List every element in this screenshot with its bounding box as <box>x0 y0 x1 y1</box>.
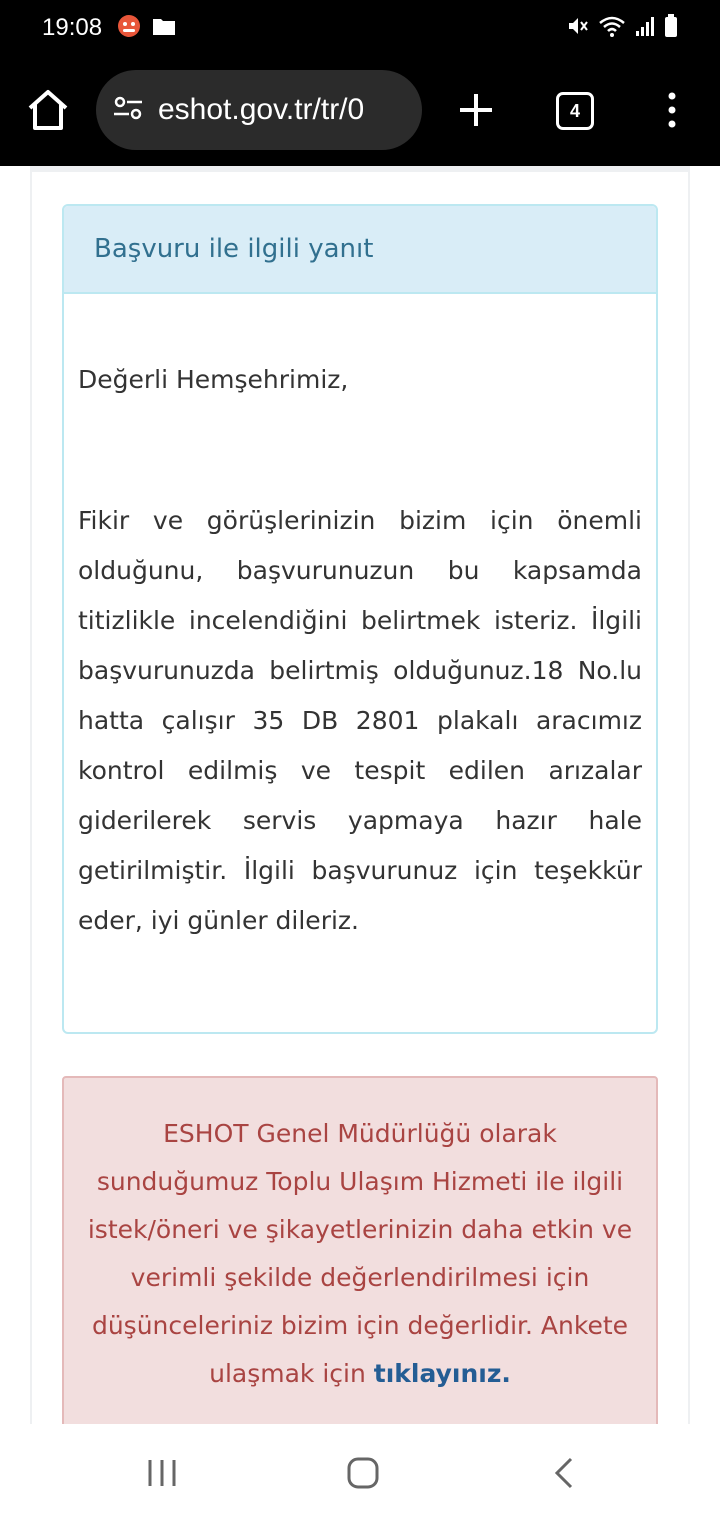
mute-icon <box>566 14 590 42</box>
response-panel <box>62 204 658 1034</box>
survey-alert <box>62 1076 658 1424</box>
back-button[interactable] <box>552 1456 576 1490</box>
response-text: Fikir ve görüşlerinizin bizim için önemli olduğunu, başvurunuzun bu kapsamda titizlikle incelendiğini belirtmek isteriz. İlgili başvurunuzda belirtmiş olduğunuz.18 No.lu hatta çalışır 35 DB 2801 plakalı aracımız kontrol edilmiş ve tespit edilen arızalar giderilerek servis yapmaya hazır hale getirilmiştir. İlgili başvurunuz için teşekkür eder, iyi günler dileriz. <box>78 506 642 935</box>
navigation-bar <box>0 1424 720 1520</box>
home-icon <box>24 86 72 134</box>
status-time: 19:08 <box>42 14 103 41</box>
survey-text: ESHOT Genel Müdürlüğü olarak sunduğumuz Toplu Ulaşım Hizmeti ile ilgili istek/öneri ve şikayetlerinizin daha etkin ve verimli şekilde değerlendirilmesi için düşünceleriniz bizim için değerlidir. Ankete ulaşmak için <box>87 1119 633 1388</box>
browser-toolbar <box>0 56 720 166</box>
signal-icon <box>634 15 656 41</box>
new-tab-button[interactable] <box>456 90 496 130</box>
status-bar <box>0 0 720 56</box>
panel-heading <box>64 206 656 294</box>
tab-count: 4 <box>569 100 580 121</box>
web-page <box>0 166 720 1424</box>
plus-icon <box>456 90 496 130</box>
address-bar[interactable] <box>96 70 422 150</box>
home-button[interactable] <box>24 86 72 134</box>
site-settings-icon[interactable] <box>112 94 144 126</box>
home-nav-button[interactable] <box>346 1456 380 1490</box>
survey-link[interactable]: tıklayınız. <box>373 1359 511 1388</box>
tab-switcher-button[interactable] <box>556 92 594 130</box>
back-chevron-icon <box>552 1456 576 1490</box>
panel-body <box>64 294 656 946</box>
wifi-icon <box>598 14 626 42</box>
folder-icon <box>152 16 176 40</box>
home-square-icon <box>346 1456 380 1490</box>
browser-menu-button[interactable] <box>660 90 684 130</box>
greeting-text: Değerli Hemşehrimiz, <box>78 365 349 394</box>
battery-icon <box>664 14 678 42</box>
app-notification-icon <box>116 13 142 43</box>
more-vert-icon <box>660 90 684 130</box>
recent-apps-button[interactable] <box>146 1458 178 1488</box>
recent-apps-icon <box>146 1458 178 1488</box>
url-text[interactable]: eshot.gov.tr/tr/0 <box>158 93 365 126</box>
panel-title: Başvuru ile ilgili yanıt <box>94 234 374 264</box>
